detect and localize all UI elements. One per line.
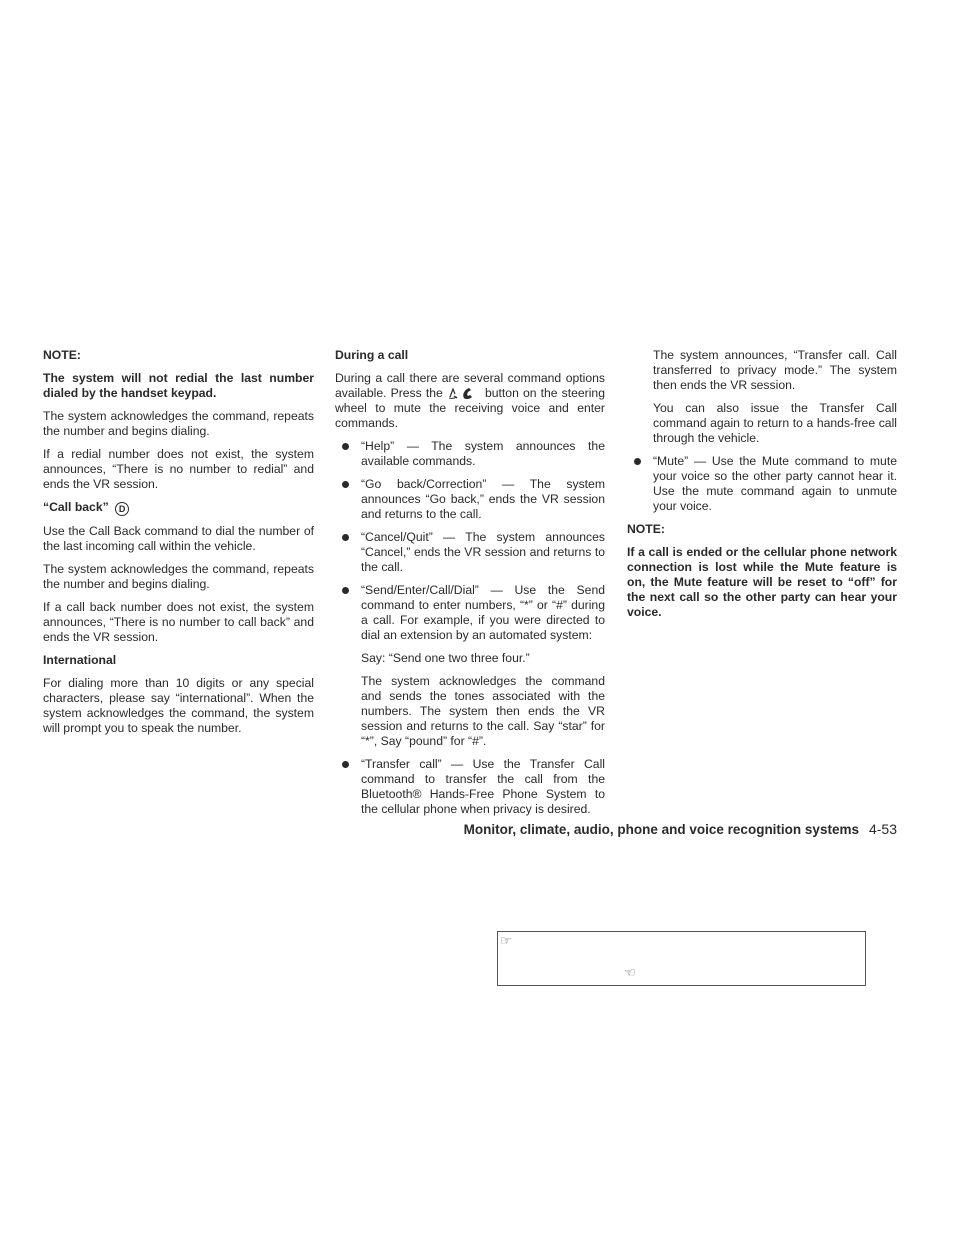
page-footer bbox=[330, 821, 897, 837]
bullet-text: “Go back/Correction” — The system announces “Go back,” ends the VR session and returns to the call. bbox=[361, 477, 605, 521]
note-box bbox=[497, 931, 866, 986]
paragraph: The system acknowledges the command, repeats the number and begins dialing. bbox=[43, 562, 314, 591]
during-call-heading: During a call bbox=[335, 348, 409, 362]
pointing-hand-icon: ☞ bbox=[500, 933, 512, 948]
paragraph: If a redial number does not exist, the system announces, “There is no number to redial” and ends the VR session. bbox=[43, 447, 314, 491]
bullet-dot-icon bbox=[342, 761, 349, 768]
paragraph: You can also issue the Transfer Call command again to return to a hands-free call through the vehicle. bbox=[653, 401, 897, 445]
bullet-item bbox=[335, 477, 605, 522]
callback-heading bbox=[43, 500, 314, 516]
bullet-dot-icon bbox=[634, 458, 641, 465]
bullet-item bbox=[335, 439, 605, 469]
column-middle bbox=[335, 348, 605, 825]
paragraph: The system acknowledges the command, repeats the number and begins dialing. bbox=[43, 409, 314, 438]
paragraph: The system acknowledges the command and sends the tones associated with the numbers. The system then ends the VR session and returns to the call. Say “star” for “*”, Say “pound” for “#”. bbox=[361, 674, 605, 748]
bullet-text: “Transfer call” — Use the Transfer Call command to transfer the call from the Bluetooth® Hands-Free Phone System to the cellular phone when privacy is desired. bbox=[361, 757, 605, 816]
bullet-text: “Mute” — Use the Mute command to mute your voice so the other party cannot hear it. Use the mute command again to unmute your voice. bbox=[653, 454, 897, 513]
section-title: Monitor, climate, audio, phone and voice recognition systems bbox=[463, 822, 859, 837]
bullet-item bbox=[335, 757, 605, 817]
intro-text-b: button on the steering wheel to mute the receiving voice and enter commands. bbox=[335, 386, 605, 430]
intro-paragraph bbox=[335, 371, 605, 431]
paragraph: If a call back number does not exist, the system announces, “There is no number to call back” and ends the VR session. bbox=[43, 600, 314, 644]
note-heading: NOTE: bbox=[43, 348, 81, 362]
bullet-item bbox=[627, 454, 897, 514]
say-example: Say: “Send one two three four.” bbox=[361, 651, 530, 665]
bullet-text: “Send/Enter/Call/Dial” — Use the Send command to enter numbers, “*” or “#” during a call. For example, if you were directed to dial an extension by an automated system: bbox=[361, 583, 605, 642]
column-left bbox=[43, 348, 314, 744]
page-number: 4-53 bbox=[868, 821, 897, 837]
steering-wheel-phone-icon bbox=[447, 386, 481, 400]
note-heading: NOTE: bbox=[627, 522, 665, 536]
bullet-item bbox=[335, 583, 605, 643]
bullet-text: “Cancel/Quit” — The system announces “Cancel,” ends the VR session and returns to the call. bbox=[361, 530, 605, 574]
bullet-item bbox=[335, 530, 605, 575]
paragraph: Use the Call Back command to dial the number of the last incoming call within the vehicle. bbox=[43, 524, 314, 553]
bullet-dot-icon bbox=[342, 534, 349, 541]
note-text: The system will not redial the last number dialed by the handset keypad. bbox=[43, 371, 314, 400]
bullet-dot-icon bbox=[342, 443, 349, 450]
bullet-text: “Help” — The system announces the available commands. bbox=[361, 439, 605, 468]
pointing-hand-icon: ☜ bbox=[624, 965, 636, 980]
callback-heading-label: “Call back” bbox=[43, 500, 109, 514]
note-text: If a call is ended or the cellular phone network connection is lost while the Mute feature is on, the Mute feature will be reset to “off” for the next call so the other party can hear your voice. bbox=[627, 545, 897, 619]
paragraph: For dialing more than 10 digits or any special characters, please say “international”. When the system acknowledges the command, the system will prompt you to speak the number. bbox=[43, 676, 314, 735]
bullet-dot-icon bbox=[342, 587, 349, 594]
paragraph: The system announces, “Transfer call. Call transferred to privacy mode.” The system then ends the VR session. bbox=[653, 348, 897, 392]
bullet-dot-icon bbox=[342, 481, 349, 488]
callout-d-badge: D bbox=[115, 502, 129, 516]
column-right bbox=[627, 348, 897, 628]
intro-text-a: During a call there are several command options available. Press the bbox=[335, 371, 605, 400]
international-heading: International bbox=[43, 653, 117, 667]
